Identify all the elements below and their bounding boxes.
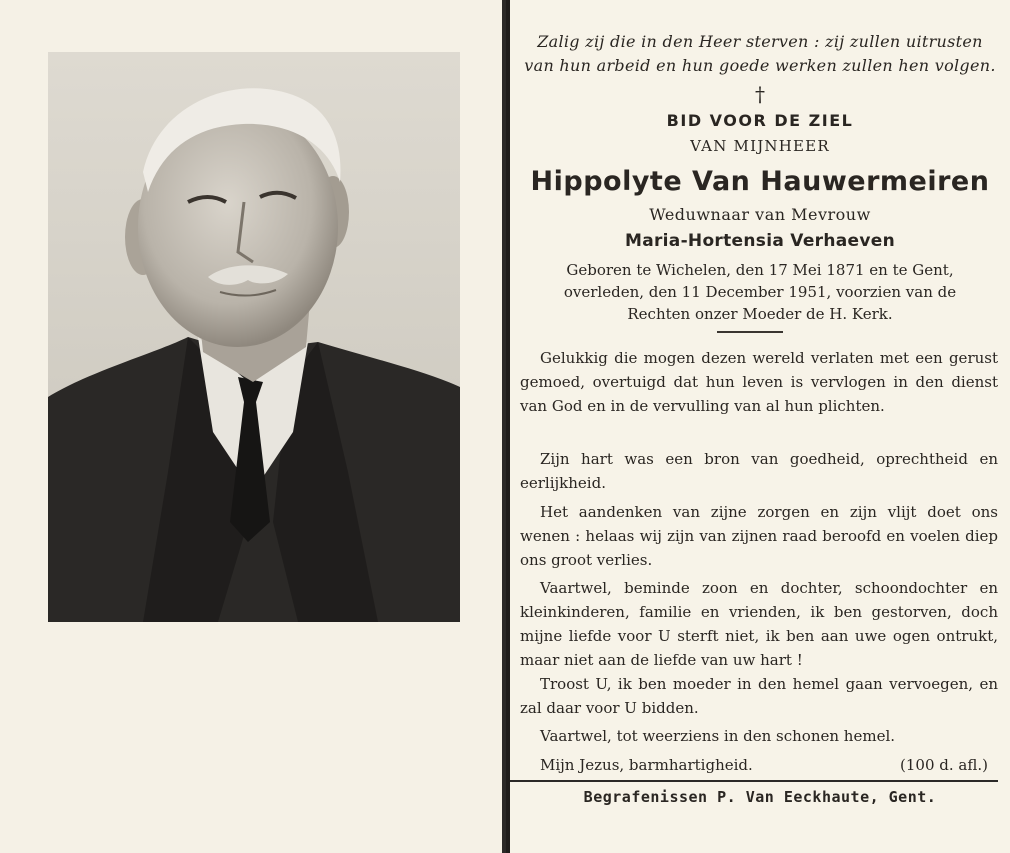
- paragraph-text: Het aandenken van zijne zorgen en zijn vlijt doet ons wenen : helaas wij zijn van zijnen raad beroofd en voelen diep ons groot verlies.: [520, 503, 998, 569]
- portrait-illustration: [48, 52, 460, 622]
- prayer-text: Mijn Jezus, barmhartigheid.: [540, 756, 753, 774]
- paragraph: [520, 672, 998, 720]
- motto-line: Zalig zij die in den Heer sterven : zij zullen uitrusten: [537, 32, 983, 51]
- section-divider: [717, 331, 783, 333]
- cross-icon: †: [755, 82, 765, 106]
- birth-death-details: [510, 259, 1010, 325]
- footer-divider: [510, 780, 998, 782]
- bible-motto: [510, 30, 1010, 78]
- indulgence-text: (100 d. afl.): [900, 756, 988, 774]
- motto-line: van hun arbeid en hun goede werken zullen hen volgen.: [524, 56, 996, 75]
- paragraph-text: Vaartwel, tot weerziens in den schonen hemel.: [540, 727, 896, 745]
- paragraph: [520, 724, 998, 748]
- paragraph-text: Gelukkig die mogen dezen wereld verlaten met een gerust gemoed, overtuigd dat hun leven is vervlogen in den dienst van God en in de vervulling van al hun plichten.: [520, 349, 998, 415]
- wife-name: Maria-Hortensia Verhaeven: [625, 231, 895, 251]
- undertaker-credit: Begrafenissen P. Van Eeckhaute, Gent.: [583, 788, 937, 806]
- memorial-card-text-side: [510, 0, 1010, 853]
- paragraph-text: Zijn hart was een bron van goedheid, oprechtheid en eerlijkheid.: [520, 450, 998, 492]
- widower-of-label: Weduwnaar van Mevrouw: [649, 205, 871, 224]
- deceased-name: Hippolyte Van Hauwermeiren: [530, 166, 990, 197]
- dates-line: Geboren te Wichelen, den 17 Mei 1871 en te Gent,: [566, 261, 954, 279]
- pray-for-soul-heading: BID VOOR DE ZIEL: [666, 111, 854, 130]
- portrait-photo: [48, 52, 460, 622]
- paragraph: [520, 576, 998, 672]
- prayer-line: [540, 754, 988, 776]
- paragraph: [520, 500, 998, 572]
- dates-line: Rechten onzer Moeder de H. Kerk.: [627, 305, 893, 323]
- paragraph-text: Vaartwel, beminde zoon en dochter, schoondochter en kleinkinderen, familie en vrienden, ik ben gestorven, doch mijne liefde voor U sterft niet, ik ben aan uwe ogen ontrukt, maar niet aan de liefde van uw hart !: [520, 579, 998, 669]
- paragraph: [520, 447, 998, 495]
- paragraph: [520, 346, 998, 418]
- of-mister-heading: VAN MIJNHEER: [690, 137, 830, 155]
- paragraph-text: Troost U, ik ben moeder in den hemel gaan vervoegen, en zal daar voor U bidden.: [520, 675, 998, 717]
- dates-line: overleden, den 11 December 1951, voorzien van de: [563, 283, 957, 301]
